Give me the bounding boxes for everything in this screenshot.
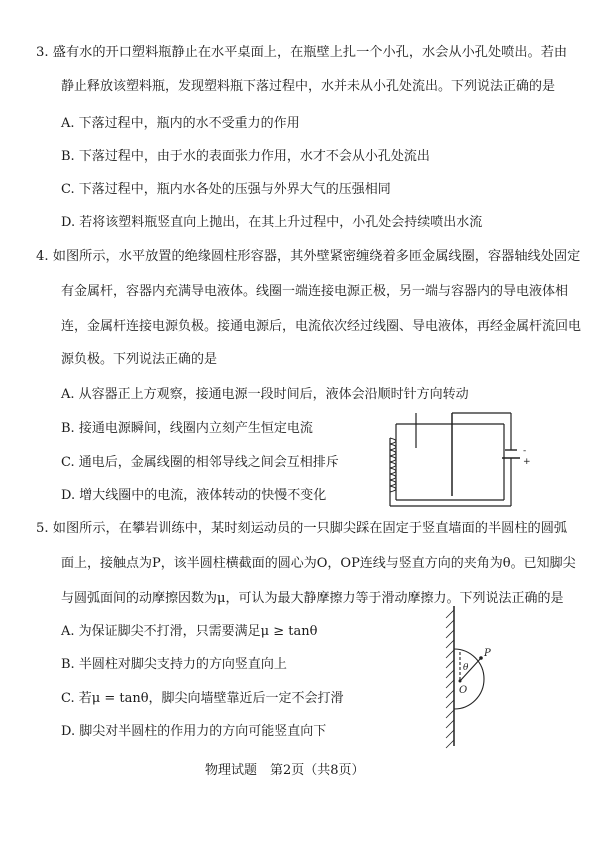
battery-minus-label: - [523, 446, 527, 456]
theta-label: θ [463, 663, 469, 673]
q5-stem-line-1: 5. 如图所示，在攀岩训练中，某时刻运动员的一只脚尖踩在固定于竖直墙面的半圆柱的圆弧 [36, 521, 568, 536]
q4-stem-line-1: 4. 如图所示，水平放置的绝缘圆柱形容器，其外壁紧密缠绕着多匝金属线圈，容器轴线处固定 [36, 249, 581, 264]
q3-option-d: D. 若将该塑料瓶竖直向上抛出，在其上升过程中，小孔处会持续喷出水流 [61, 215, 483, 230]
point-p-label: P [484, 648, 491, 659]
point-o-label: O [459, 685, 468, 696]
q5-stem-line-2: 面上，接触点为P，该半圆柱横截面的圆心为O，OP连线与竖直方向的夹角为θ。已知脚尖 [61, 556, 576, 571]
q5-option-d: D. 脚尖对半圆柱的作用力的方向可能竖直向下 [61, 724, 327, 739]
q5-option-a: A. 为保证脚尖不打滑，只需要满足μ ≥ tanθ [61, 624, 318, 639]
q3-option-b: B. 下落过程中，由于水的表面张力作用，水才不会从小孔处流出 [61, 149, 430, 164]
q5-option-b: B. 半圆柱对脚尖支持力的方向竖直向上 [61, 657, 287, 672]
q4-stem-line-4: 源负极。下列说法正确的是 [61, 352, 218, 367]
q4-option-d: D. 增大线圈中的电流，液体转动的快慢不变化 [61, 488, 327, 503]
q3-option-a: A. 下落过程中，瓶内的水不受重力的作用 [61, 116, 300, 131]
q4-option-c: C. 通电后，金属线圈的相邻导线之间会互相排斥 [61, 455, 339, 470]
q3-stem-line-1: 3. 盛有水的开口塑料瓶静止在水平桌面上，在瓶壁上扎一个小孔，水会从小孔处喷出。若由 [36, 45, 568, 60]
page-footer: 物理试题 第2页（共8页） [205, 763, 365, 778]
q5-stem-line-3: 与圆弧面间的动摩擦因数为μ，可认为最大静摩擦力等于滑动摩擦力。下列说法正确的是 [61, 591, 564, 606]
half-cylinder-figure [440, 604, 520, 754]
q4-option-a: A. 从容器正上方观察，接通电源一段时间后，液体会沿顺时针方向转动 [61, 387, 469, 402]
q3-stem-line-2: 静止释放该塑料瓶，发现塑料瓶下落过程中，水并未从小孔处流出。下列说法正确的是 [61, 79, 556, 94]
q4-option-b: B. 接通电源瞬间，线圈内立刻产生恒定电流 [61, 421, 313, 436]
q4-stem-line-2: 有金属杆，容器内充满导电液体。线圈一端连接电源正极，另一端与容器内的导电液体相 [61, 284, 569, 299]
q3-option-c: C. 下落过程中，瓶内水各处的压强与外界大气的压强相同 [61, 182, 391, 197]
q5-option-c: C. 若μ = tanθ，脚尖向墙壁靠近后一定不会打滑 [61, 691, 344, 706]
coil-container-figure [386, 408, 538, 510]
q4-stem-line-3: 连，金属杆连接电源负极。接通电源后，电流依次经过线圈、导电液体，再经金属杆流回电 [61, 319, 582, 334]
battery-plus-label: + [523, 457, 531, 467]
